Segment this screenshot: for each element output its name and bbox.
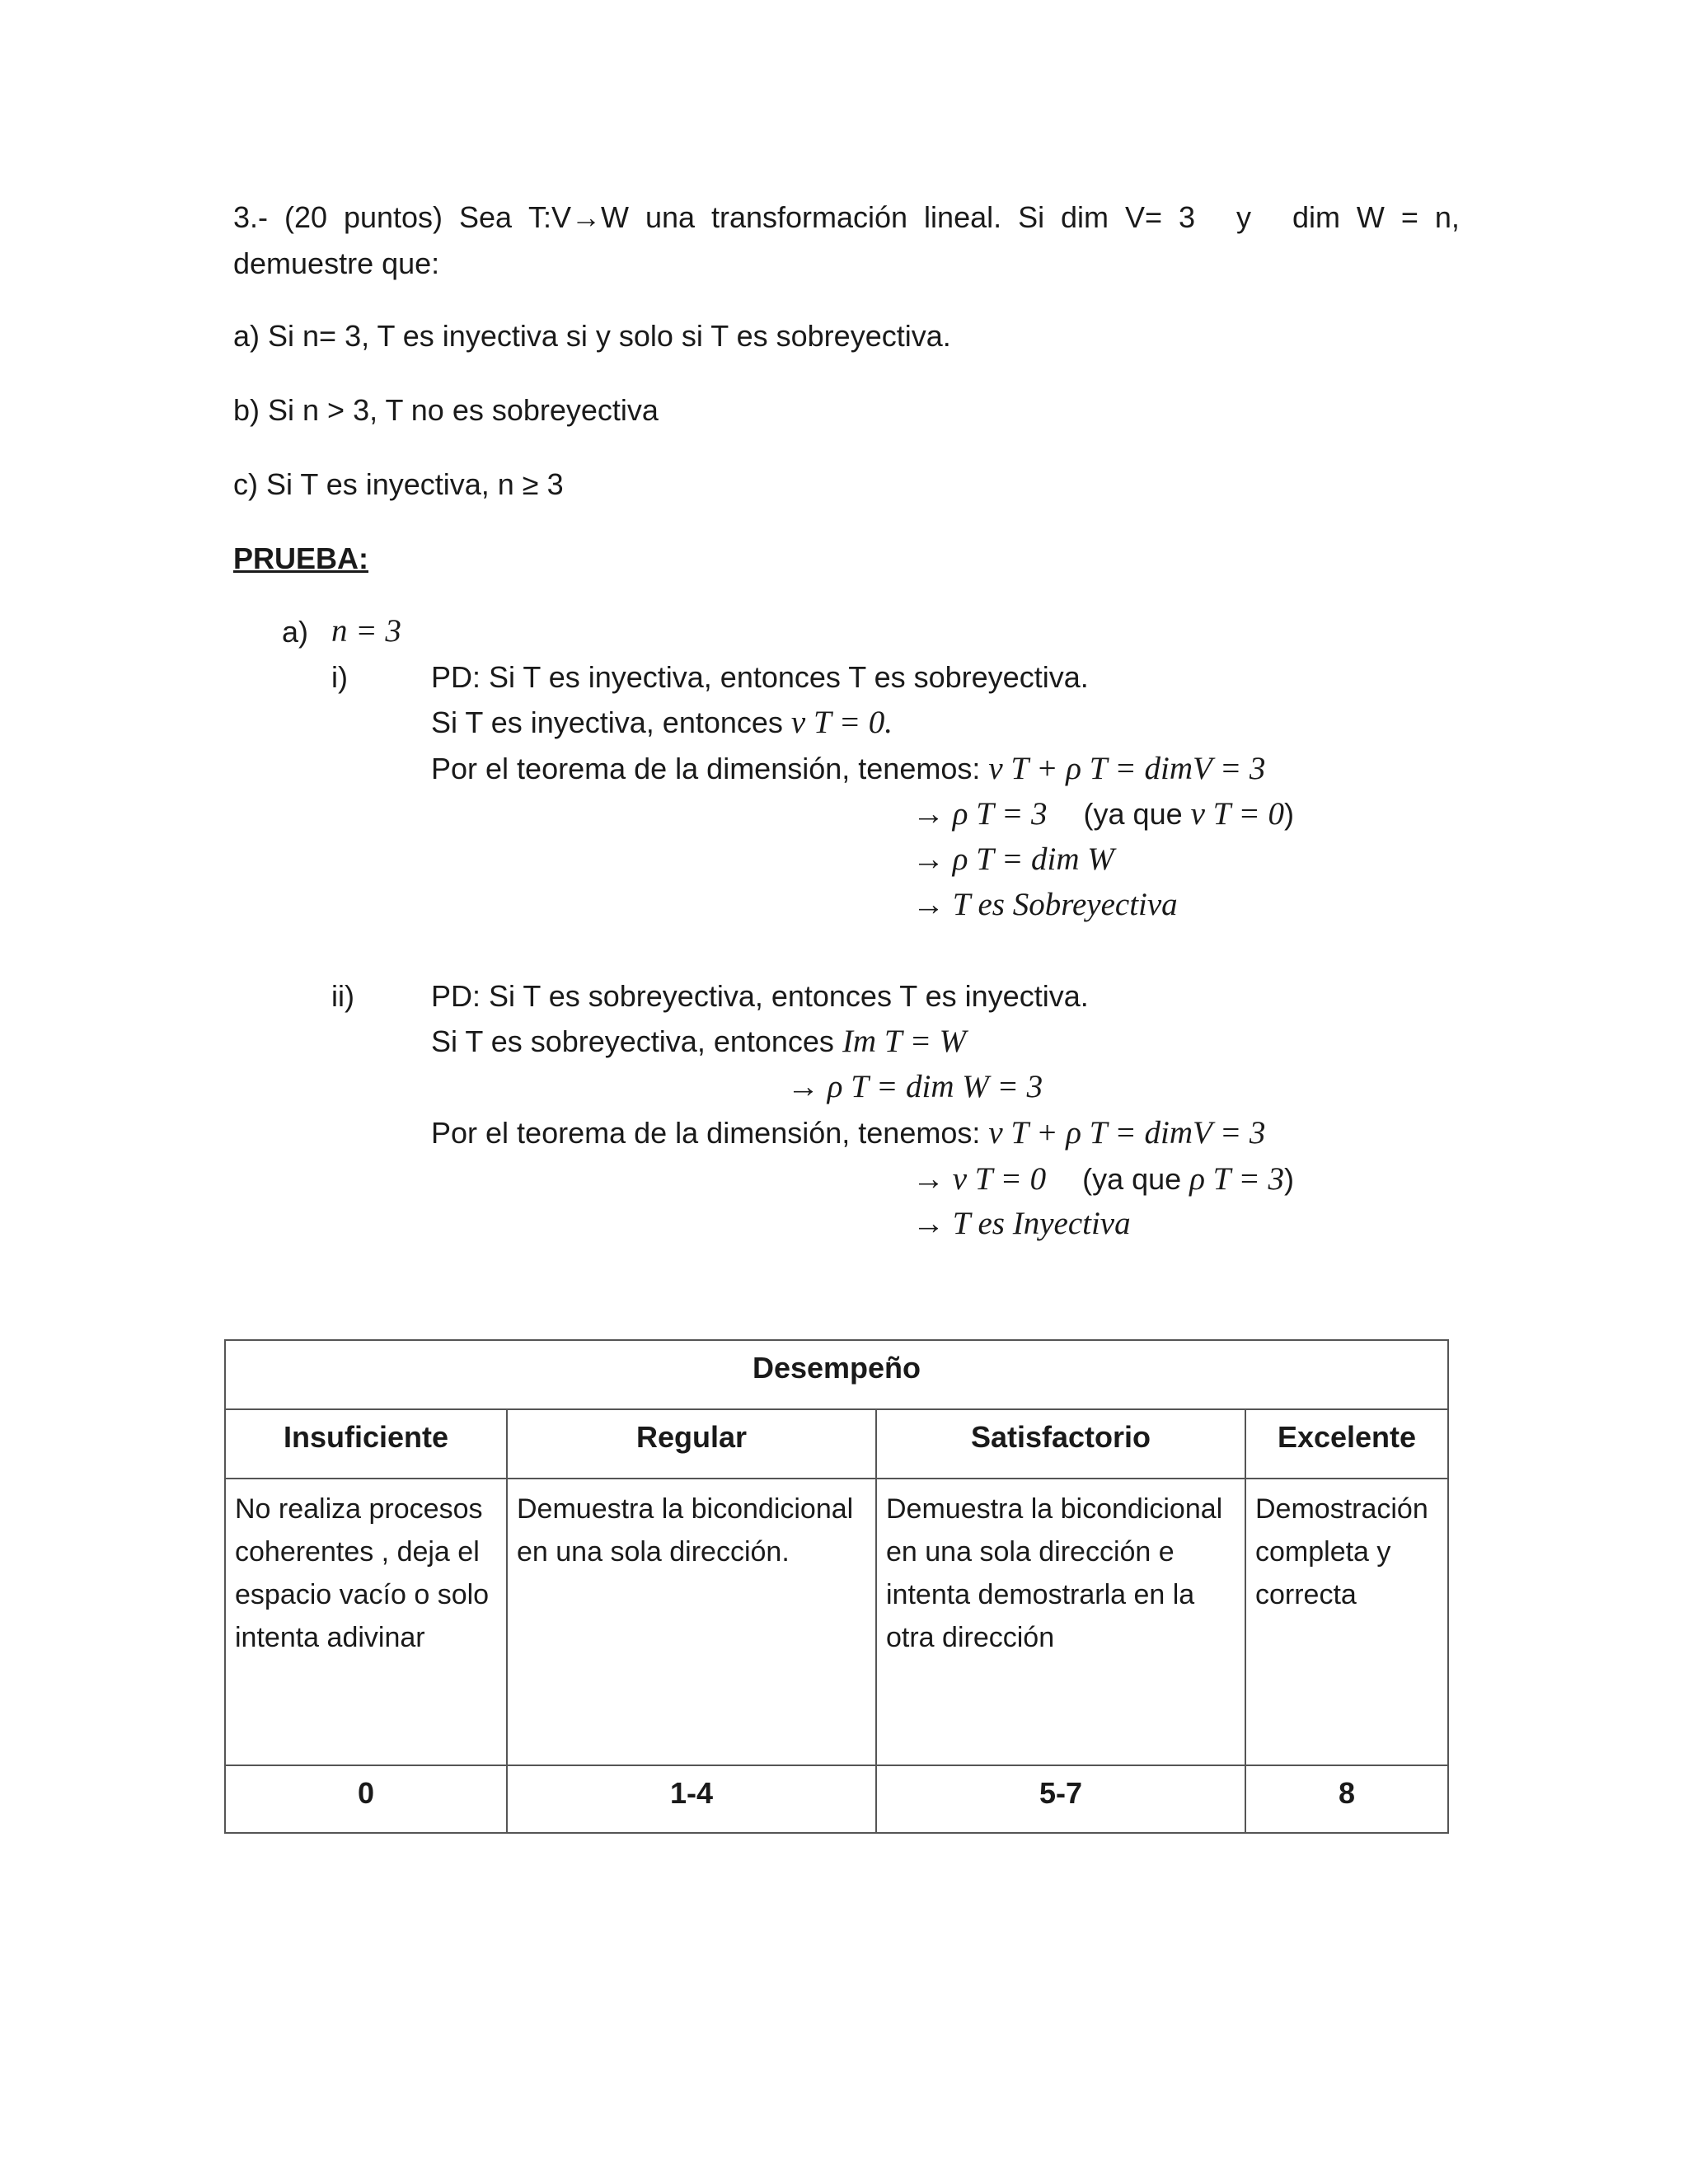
math: ρ T = 3 — [1189, 1161, 1284, 1197]
part-i-line2 — [431, 705, 893, 741]
rubric-description: No realiza procesos coherentes , deja el espacio vacío o solo intenta adivinar — [225, 1479, 507, 1765]
rubric-level-header: Excelente — [1245, 1409, 1448, 1479]
word: dim — [1292, 200, 1340, 234]
rubric-level-header: Regular — [507, 1409, 876, 1479]
part-i-line3 — [431, 751, 1265, 787]
word: n, — [1434, 200, 1460, 234]
text: Si T es sobreyectiva, entonces — [431, 1024, 842, 1058]
word: dim — [1061, 200, 1109, 234]
word: 3 — [1179, 200, 1196, 234]
text: ) — [1283, 797, 1294, 831]
problem-statement-line2: demuestre que: — [233, 246, 440, 280]
problem-statement-line1 — [233, 199, 1460, 236]
text: (ya que — [1082, 1162, 1190, 1196]
problem-item-b: b) Si n > 3, T no es sobreyectiva — [233, 393, 659, 427]
part-ii-step2: → T es Inyectiva — [912, 1206, 1131, 1241]
part-i-step1 — [912, 796, 1294, 832]
word: W — [1356, 200, 1385, 234]
rubric-score: 8 — [1245, 1765, 1448, 1833]
math: Im T = W — [842, 1024, 967, 1059]
rubric-score: 5-7 — [876, 1765, 1245, 1833]
text: ) — [1283, 1162, 1294, 1196]
part-ii-line4 — [431, 1115, 1265, 1151]
word: = — [1400, 200, 1418, 234]
rubric-table — [224, 1339, 1449, 1834]
word: y — [1236, 200, 1251, 234]
word: V= — [1125, 200, 1163, 234]
rubric-description: Demuestra la bicondicional en una sola dirección. — [507, 1479, 876, 1765]
case-label: a) — [282, 615, 309, 649]
problem-item-a: a) Si n= 3, T es inyectiva si y solo si T es sobreyectiva. — [233, 319, 951, 353]
part-ii-line2 — [431, 1024, 966, 1060]
word: (20 — [284, 200, 327, 234]
rubric-description: Demostración completa y correcta — [1245, 1479, 1448, 1765]
rubric-score: 0 — [225, 1765, 507, 1833]
problem-item-c: c) Si T es inyectiva, n ≥ 3 — [233, 467, 564, 501]
word: puntos) — [343, 200, 443, 234]
part-ii-step1 — [912, 1161, 1294, 1197]
text: Por el teorema de la dimensión, tenemos: — [431, 752, 989, 785]
case-math: n = 3 — [331, 613, 401, 649]
text: Por el teorema de la dimensión, tenemos: — [431, 1116, 989, 1150]
word: T:V→W — [528, 200, 629, 234]
rubric-level-header: Insuficiente — [225, 1409, 507, 1479]
text: (ya que — [1083, 797, 1191, 831]
word: Sea — [458, 200, 513, 234]
word: lineal. — [924, 200, 1002, 234]
rubric-level-header: Satisfactorio — [876, 1409, 1245, 1479]
math: → ρ T = 3 — [912, 796, 1048, 832]
part-ii-pd: PD: Si T es sobreyectiva, entonces T es inyectiva. — [431, 979, 1089, 1013]
part-ii-label: ii) — [331, 979, 354, 1013]
rubric-score: 1-4 — [507, 1765, 876, 1833]
text: Si T es inyectiva, entonces — [431, 705, 791, 739]
part-i-step2: → ρ T = dim W — [912, 841, 1114, 877]
math: → ν T = 0 — [912, 1161, 1047, 1197]
rubric-description: Demuestra la bicondicional en una sola dirección e intenta demostrarla en la otra dirección — [876, 1479, 1245, 1765]
part-i-step3: → T es Sobreyectiva — [912, 887, 1178, 922]
math: ν T + ρ T = dimV = 3 — [988, 751, 1266, 786]
word: Si — [1018, 200, 1045, 234]
rubric-title: Desempeño — [225, 1340, 1448, 1409]
math: ν T = 0 — [1190, 796, 1284, 832]
word: transformación — [710, 200, 908, 234]
word: 3.- — [233, 200, 269, 234]
word: una — [645, 200, 696, 234]
math: ν T = 0. — [790, 705, 893, 740]
part-i-pd: PD: Si T es inyectiva, entonces T es sobreyectiva. — [431, 660, 1089, 694]
part-ii-line3: → ρ T = dim W = 3 — [787, 1069, 1043, 1104]
proof-heading: PRUEBA: — [233, 541, 369, 575]
part-i-label: i) — [331, 660, 348, 694]
math: ν T + ρ T = dimV = 3 — [988, 1115, 1266, 1151]
